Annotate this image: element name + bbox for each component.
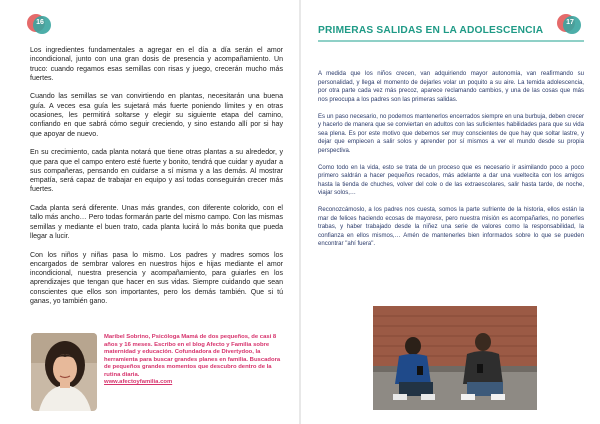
left-paragraph-5: Con los niños y niñas pasa lo mismo. Los padres y madres somos los encargados de sembrar valores en nuestros hijos e hijas mediante el amor incondicional, nuestra presencia y acompañamiento, para guiarles en los aprendizajes que tengan que hacer en sus vidas. Siempre cuidando que sean conscientes que ellos son importantes, pero los demás también. Que si tú ganas, yo también gano. xyxy=(30,251,283,306)
author-bio-text: Maribel Sobrino, Psicóloga Mamá de dos pequeños, de casi 8 años y 16 meses. Escribo en el blog Afecto y Familia sobre maternidad y educación. Cofundadora de Divertydoo, la herramienta para buscar grandes planes en familia. Buscadora de pequeños grandes momentos que descubro dentro de la rutina diaria. xyxy=(104,334,281,378)
right-paragraph-2: Es un paso necesario, no podemos mantenerlos encerrados siempre en una burbuja, deben crecer y hacerlo de manera que se conviertan en adultos con las suficientes habilidades para que su vida sea plena. Es por este motivo que debemos ser muy conscientes de que hay que soltar lastre, y dejar que empiecen a salir solos y aprender por sí mismos a ver el mundo desde su propia perspectiva. xyxy=(318,113,584,154)
author-photo xyxy=(31,333,97,411)
left-page-body xyxy=(30,46,283,316)
article-title: PRIMERAS SALIDAS EN LA ADOLESCENCIA xyxy=(318,25,544,36)
page-spine xyxy=(299,0,301,424)
teenagers-photo xyxy=(373,306,537,410)
page-number-right: 17 xyxy=(566,19,574,26)
left-paragraph-1: Los ingredientes fundamentales a agregar en el día a día serán el amor incondicional, junto con una gran dosis de presencia y acompañamiento. Un truco: cuando regamos esas semillas con risas y juego, crecerán mucho más fuertes. xyxy=(30,47,283,82)
right-paragraph-3: Como todo en la vida, esto se trata de un proceso que es necesario ir asimilando poco a poco primero saldrán a hacer pequeños recados, más adelante a dar una vueltecita con los amigos hasta la tienda de chuches, volver del cole o de las extraescolares, salir hasta tarde, de noche, viajar solos,… xyxy=(318,164,584,196)
author-blog-link[interactable]: www.afectoyfamilia.com xyxy=(104,379,173,386)
left-paragraph-3: En su crecimiento, cada planta notará que tiene otras plantas a su alrededor, y que para que el campo entero esté fuerte y bonito, tendrá que cuidar y ayudar a sus compañeras, pensando en cuidarse a sí misma y a las demás. Al mostrar empatía, será capaz de trabajar en equipo y así todas conseguirán crecer más fuertes. xyxy=(30,149,283,194)
left-paragraph-2: Cuando las semillas se van convirtiendo en plantas, necesitarán una buena guía. A veces esa guía les sujetará más fuerte poniendo límites y en otras ocasiones, les permitirá soltarse y elegir su siguiente etapa del camino, confiando en que sabrá cómo seguir creciendo, y sino estando allí por si hay que apoyar de nuevo. xyxy=(30,93,283,138)
right-paragraph-1: A medida que los niños crecen, van adquiriendo mayor autonomía, van reafirmando su personalidad, y llega el momento de dejarles volar un poquito a su aire. La temida adolescencia, por otra parte cada vez más precoz, aparece reclamando cambios, y una de las cosas que más nos preocupa a los padres son las primeras salidas. xyxy=(318,71,584,103)
title-underline xyxy=(318,40,584,42)
page-number-left: 16 xyxy=(36,19,44,26)
right-paragraph-4: Reconozcámoslo, a los padres nos cuesta, somos la parte sufriente de la historia, ellos están la mar de felices haciendo ecosas de mayoresx, pero nuestra misión es acompañarles, no ponerles trabas, y haber trabajado desde la niñez una serie de valores como la responsabilidad, la confianza en ellos mismos,… Amén de mantenerles bien informados sobre lo que se pueden encontrar "ahí fuera". xyxy=(318,207,584,247)
author-bio xyxy=(104,334,288,387)
page-number-badge-left xyxy=(27,14,49,36)
page-number-badge-right xyxy=(557,14,579,36)
right-page-body xyxy=(318,70,584,257)
left-paragraph-4: Cada planta será diferente. Unas más grandes, con diferente colorido, con el tallo más ancho… Pero todas formarán parte del mismo campo. Con las mismas semillas y mediante el buen trato, cada planta lucirá lo más bonita que pueda llegar a lucir. xyxy=(30,205,283,240)
